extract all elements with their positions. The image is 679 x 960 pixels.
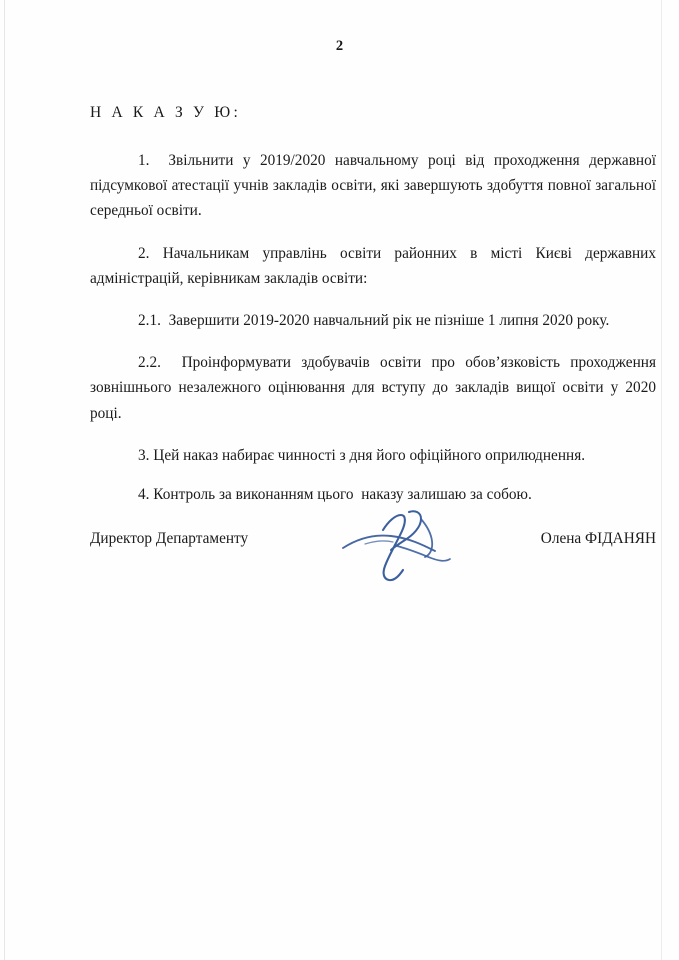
scan-edge-left <box>4 0 5 960</box>
clause-3: 3. Цей наказ набирає чинності з дня його офіційного оприлюднення. <box>138 446 586 464</box>
document-body <box>90 104 660 524</box>
clause-2-1: 2.1. Завершити 2019-2020 навчальний рік не пізніше 1 липня 2020 року. <box>138 312 610 330</box>
handwritten-signature-icon <box>335 500 465 588</box>
signature-block <box>90 528 656 562</box>
scan-edge-right <box>661 0 662 960</box>
signatory-role: Директор Департаменту <box>90 530 249 547</box>
clause-2: 2. Начальникам управлінь освіти районних в місті Києві державних адміністрацій, керівникам закладів освіти: <box>90 244 660 287</box>
clause-4: 4. Контроль за виконанням цього наказу залишаю за собою. <box>138 486 532 504</box>
clause-2-2: 2.2. Проінформувати здобувачів освіти про обов’язковість проходження зовнішнього незалежного оцінювання для вступу до закладів вищої освіти у 2020 році. <box>90 354 660 422</box>
signatory-name: Олена ФІДАНЯН <box>540 530 656 547</box>
page-number: 2 <box>335 38 344 54</box>
clause-1: 1. Звільнити у 2019/2020 навчальному році від проходження державної підсумкової атестації учнів закладів освіти, які завершують здобуття повної загальної середньої освіти. <box>90 152 660 220</box>
order-heading: Н А К А З У Ю: <box>90 104 241 121</box>
